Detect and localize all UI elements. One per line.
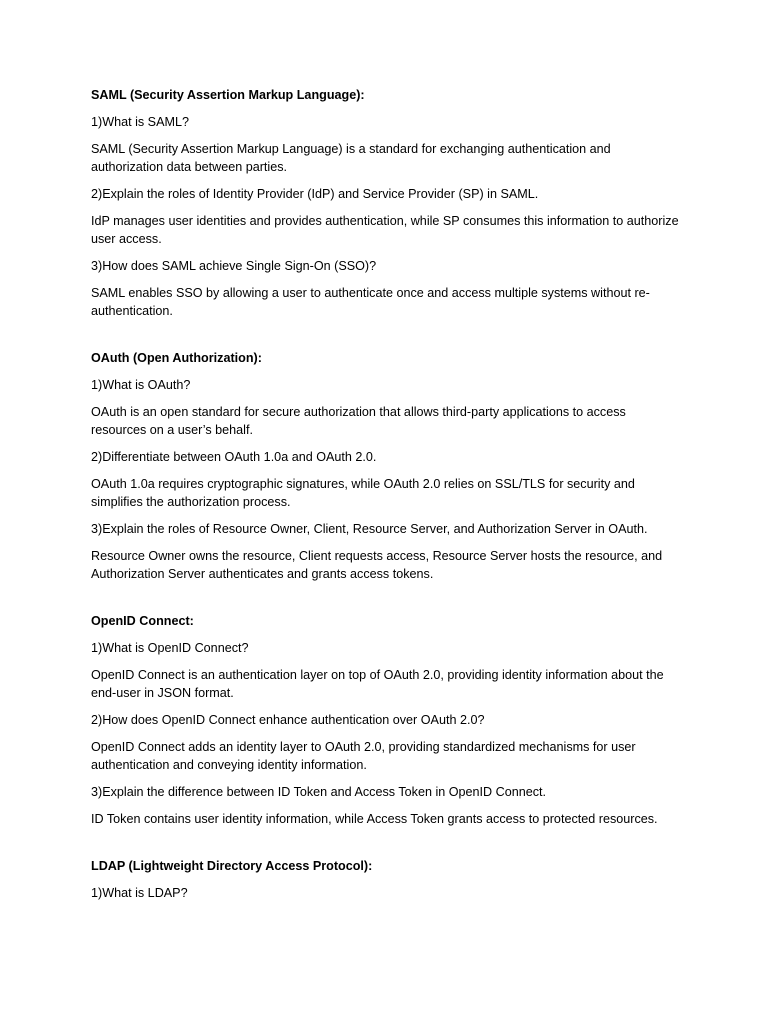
answer: OAuth 1.0a requires cryptographic signatures, while OAuth 2.0 relies on SSL/TLS for security and simplifies the authorization process. xyxy=(91,477,635,509)
question: 1)What is OpenID Connect? xyxy=(91,641,249,655)
question: 3)Explain the roles of Resource Owner, Client, Resource Server, and Authorization Server in OAuth. xyxy=(91,522,648,536)
answer: SAML enables SSO by allowing a user to authenticate once and access multiple systems without re-authentication. xyxy=(91,286,650,318)
section-heading: LDAP (Lightweight Directory Access Protocol): xyxy=(91,859,373,873)
answer: ID Token contains user identity information, while Access Token grants access to protected resources. xyxy=(91,812,658,826)
section-heading: OAuth (Open Authorization): xyxy=(91,351,262,365)
answer: IdP manages user identities and provides authentication, while SP consumes this information to authorize user access. xyxy=(91,214,679,246)
answer: OAuth is an open standard for secure authorization that allows third-party applications to access resources on a user’s behalf. xyxy=(91,405,626,437)
section-heading: OpenID Connect: xyxy=(91,614,194,628)
question: 1)What is LDAP? xyxy=(91,886,188,900)
section-saml xyxy=(91,86,681,320)
section-ldap xyxy=(91,857,681,902)
question: 2)Differentiate between OAuth 1.0a and OAuth 2.0. xyxy=(91,450,377,464)
question: 2)How does OpenID Connect enhance authentication over OAuth 2.0? xyxy=(91,713,485,727)
section-heading: SAML (Security Assertion Markup Language): xyxy=(91,88,365,102)
question: 1)What is SAML? xyxy=(91,115,189,129)
answer: OpenID Connect is an authentication layer on top of OAuth 2.0, providing identity information about the end-user in JSON format. xyxy=(91,668,664,700)
section-oauth xyxy=(91,349,681,583)
answer: OpenID Connect adds an identity layer to OAuth 2.0, providing standardized mechanisms for user authentication and conveying identity information. xyxy=(91,740,636,772)
answer: Resource Owner owns the resource, Client requests access, Resource Server hosts the resource, and Authorization Server authenticates and grants access tokens. xyxy=(91,549,663,581)
question: 3)How does SAML achieve Single Sign-On (SSO)? xyxy=(91,259,377,273)
question: 3)Explain the difference between ID Token and Access Token in OpenID Connect. xyxy=(91,785,547,799)
section-openid-connect xyxy=(91,612,681,828)
question: 2)Explain the roles of Identity Provider (IdP) and Service Provider (SP) in SAML. xyxy=(91,187,539,201)
question: 1)What is OAuth? xyxy=(91,378,191,392)
document-page xyxy=(91,86,681,911)
answer: SAML (Security Assertion Markup Language) is a standard for exchanging authentication and authorization data between parties. xyxy=(91,142,611,174)
